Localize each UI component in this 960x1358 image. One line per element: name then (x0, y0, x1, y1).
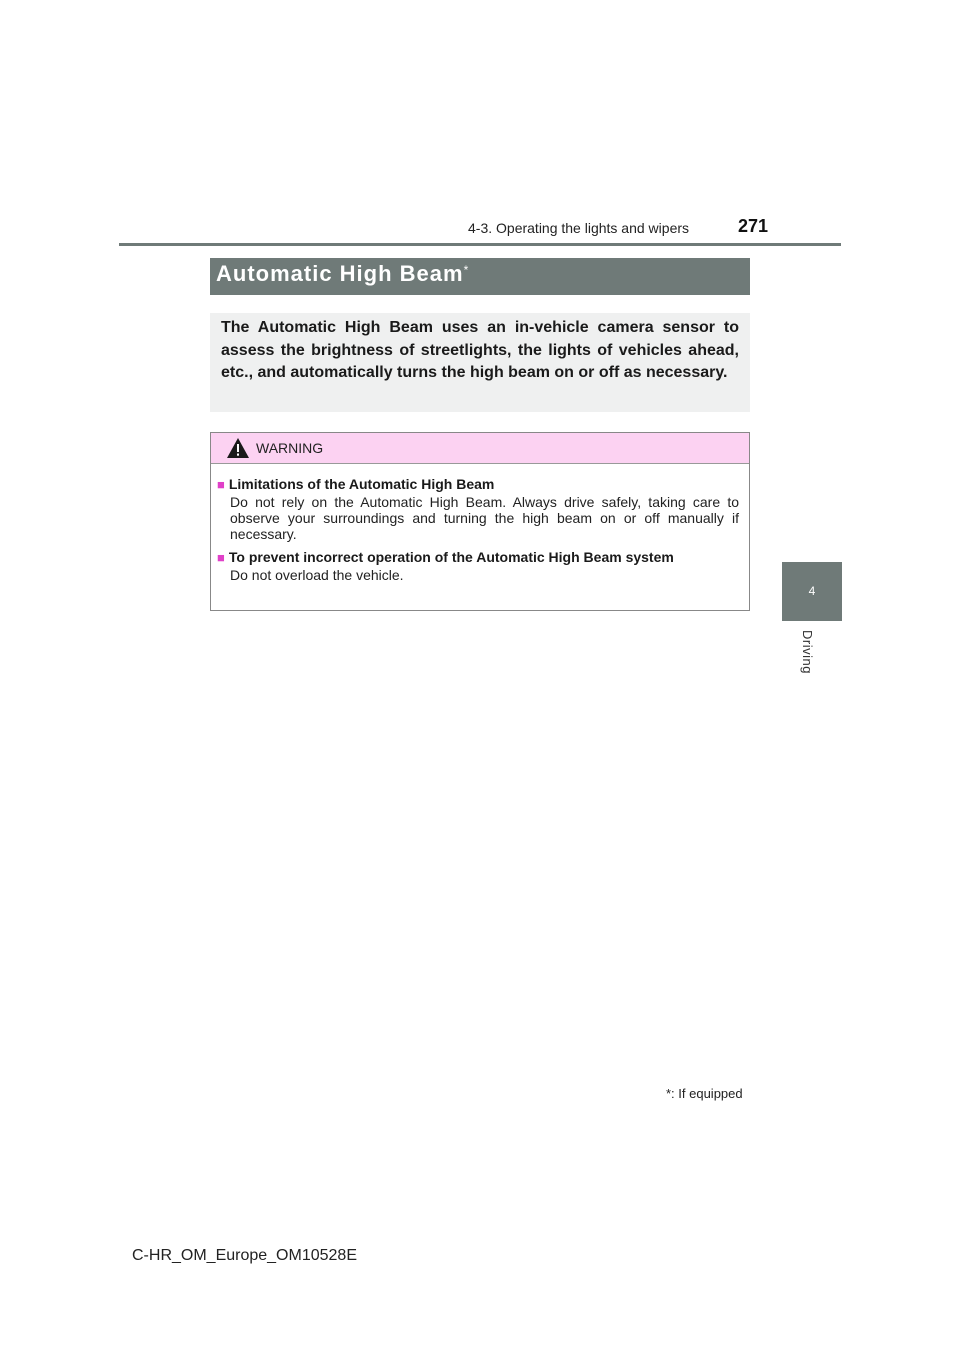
warning-item-heading-text: To prevent incorrect operation of the Automatic High Beam system (228, 549, 674, 565)
header-rule (119, 243, 841, 246)
warning-header (211, 433, 749, 464)
warning-item-heading-text: Limitations of the Automatic High Beam (228, 476, 495, 492)
square-bullet-icon: ■ (217, 550, 225, 565)
running-header-section: 4-3. Operating the lights and wipers (468, 220, 690, 236)
warning-item-heading (217, 548, 739, 567)
warning-body (211, 464, 749, 583)
square-bullet-icon: ■ (217, 477, 225, 492)
warning-item (217, 475, 739, 542)
warning-triangle-icon (226, 437, 250, 459)
chapter-label: Driving (800, 630, 815, 674)
warning-item (217, 548, 739, 583)
footnote: *: If equipped (666, 1086, 743, 1101)
warning-item-heading (217, 475, 739, 494)
warning-item-text: Do not overload the vehicle. (230, 567, 404, 583)
page-number: 271 (738, 216, 769, 236)
document-code: C-HR_OM_Europe_OM10528E (132, 1247, 357, 1264)
warning-box (210, 432, 750, 611)
warning-label: WARNING (256, 440, 324, 456)
equipped-marker: * (463, 263, 470, 277)
section-title-bar (210, 258, 750, 295)
intro-box (210, 313, 750, 412)
section-title: Automatic High Beam (216, 261, 464, 286)
intro-text: The Automatic High Beam uses an in-vehicle camera sensor to assess the brightness of streetlights, the lights of vehicles ahead, etc., and automatically turns the high beam on or off as necessary. (221, 319, 739, 381)
warning-item-text: Do not rely on the Automatic High Beam. Always drive safely, taking care to observe your surroundings and turning the high beam on or off manually if necessary. (230, 494, 739, 542)
chapter-tab: 4 (782, 562, 842, 621)
